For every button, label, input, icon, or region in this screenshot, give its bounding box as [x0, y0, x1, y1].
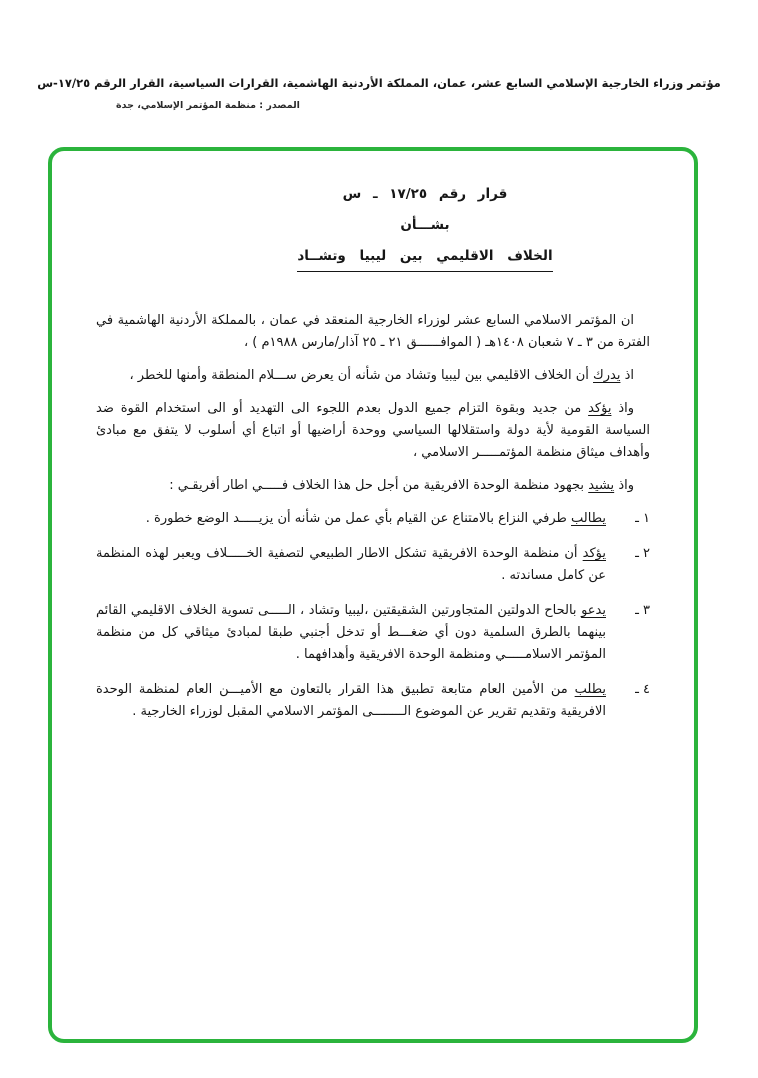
- item-text: طرفي النزاع بالامتناع عن القيام بأي عمل من شأنه أن يزيـــــد الوضع خطورة .: [145, 511, 567, 526]
- resolution-number: قرار رقم ١٧/٢٥ ـ س: [342, 186, 508, 202]
- source-line: المصدر : منظمة المؤتمر الإسلامي، جدة: [116, 100, 300, 111]
- underlined-keyword: يدرك: [593, 368, 621, 383]
- item-body: [96, 600, 606, 666]
- numbered-item: [96, 543, 650, 587]
- item-number: ٤ ـ: [635, 682, 650, 697]
- item-body: [96, 543, 606, 587]
- underlined-keyword: يطالب: [571, 511, 606, 526]
- item-text: من الأمين العام متابعة تطبيق هذا القرار بالتعاون مع الأميـــن العام لمنظمة الوحدة الافريقية وتقديم تقرير عن الموضوع الــــــــى المؤتمر الاسلامي المقبل لوزراء الخارجية .: [96, 682, 606, 719]
- item-number: ١ ـ: [635, 511, 650, 526]
- item-text: بالحاح الدولتين المتجاورتين الشقيقتين ،ليبيا وتشاد ، الـــــى تسوية الخلاف الاقليمي القائم بينهما بالطرق السلمية دون أي ضغـــط أو تدخل أجنبي طبقا لمبادئ ميثاقي كل من منظمة المؤتمر الاسلامـــــي ومنظمة الوحدة الافريقية وأهدافهما .: [96, 603, 606, 662]
- numbered-item: [96, 600, 650, 666]
- resolution-body: [52, 151, 694, 736]
- resolution-subject-row: [148, 245, 702, 272]
- preamble-paragraph: [96, 365, 650, 387]
- underlined-keyword: يؤكد: [582, 546, 606, 561]
- item-body: [96, 679, 606, 723]
- item-number: ٣ ـ: [635, 603, 650, 618]
- underlined-keyword: يؤكد: [588, 401, 612, 416]
- item-text: أن منظمة الوحدة الافريقية تشكل الاطار الطبيعي لتصفية الخـــــلاف ويعبر لهذه المنظمة عن كامل مساندته .: [96, 546, 606, 583]
- preamble-paragraph: [96, 475, 650, 497]
- concerning-label: بشـــأن: [400, 217, 450, 233]
- underlined-keyword: يدعو: [581, 603, 606, 618]
- document-header-line: مؤتمر وزراء الخارجية الإسلامي السابع عشر، عمان، المملكة الأردنية الهاشمية، القرارات السياسية، القرار الرقم ١٧/٢٥-س: [37, 76, 721, 90]
- resolution-subject: الخلاف الاقليمي بين ليبيا وتشــاد: [297, 245, 552, 272]
- numbered-item: [96, 679, 650, 723]
- resolution-title-block: [148, 183, 702, 272]
- numbered-item: [96, 508, 650, 530]
- preamble-paragraph: [96, 398, 650, 464]
- paragraph-text: أن الخلاف الاقليمي بين ليبيا وتشاد من شأنه أن يعرض ســـلام المنطقة وأمنها للخطر ،: [129, 368, 589, 383]
- underlined-keyword: يشيد: [588, 478, 615, 493]
- item-number: ٢ ـ: [635, 546, 650, 561]
- paragraph-text: من جديد وبقوة التزام جميع الدول بعدم اللجوء الى التهديد أو الى استخدام القوة ضد السياسة القومية لأية دولة واستقلالها السياسي ووحدة أراضيها أو اتباع أي أسلوب لا يتفق مع مبادئ وأهداف ميثاق منظمة المؤتمـــــر الاسلامي ،: [96, 401, 650, 460]
- underlined-keyword: يطلب: [574, 682, 606, 697]
- paragraph-lead: اذ: [624, 368, 634, 383]
- item-body: [96, 508, 606, 530]
- paragraph-text: ان المؤتمر الاسلامي السابع عشر لوزراء الخارجية المنعقد في عمان ، بالمملكة الأردنية الهاشمية في الفترة من ٣ ـ ٧ شعبان ١٤٠٨هـ ( الموافــــــق ٢١ ـ ٢٥ آذار/مارس ١٩٨٨م ) ،: [96, 313, 650, 350]
- preamble-paragraph: [96, 310, 650, 354]
- paragraph-text: بجهود منظمة الوحدة الافريقية من أجل حل هذا الخلاف فـــــي اطار أفريقـي :: [169, 478, 585, 493]
- paragraph-lead: واذ: [618, 401, 635, 416]
- paragraph-lead: واذ: [618, 478, 634, 493]
